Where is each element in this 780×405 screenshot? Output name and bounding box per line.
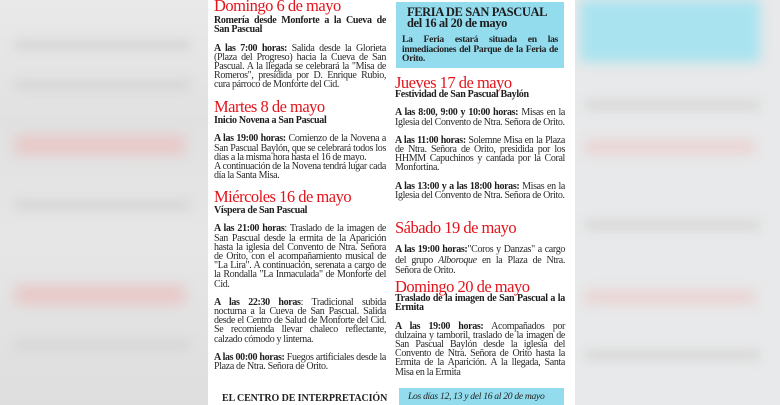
heading: Miércoles 16 de mayo	[214, 187, 352, 206]
footer-heading: EL CENTRO DE INTERPRETACIÓN	[222, 393, 388, 404]
section-jueves-17	[395, 73, 565, 201]
section-domingo-20	[395, 277, 565, 378]
note-text: Los días 12, 13 y del 16 al 20 de mayo	[408, 391, 545, 402]
event-program-document	[208, 0, 575, 405]
subtitle: Inicio Novena a San Pascual	[214, 115, 327, 126]
heading: Martes 8 de mayo	[214, 97, 325, 116]
box-text: La Feria estará situada en las inmediaciones del Parque de la Feria de Orito.	[402, 34, 558, 65]
paragraph: A las 22:30 horas: Tradicional subida nocturna a la Cueva de San Pascual. Salida desde el Centro de Salud de Monforte del Cid. Se recomienda llevar chaleco reflectante, calzado cómodo y linterna.	[214, 296, 386, 345]
heading: Domingo 6 de mayo	[214, 0, 341, 15]
section-sabado-19	[395, 218, 565, 277]
blurred-background-right	[575, 0, 780, 405]
paragraph: A las 7:00 horas: Salida desde la Glorieta (Plaza del Progreso) hacia la Cueva de San Pascual. A la llegada se celebrará la "Misa de Romeros", presidida por D. Enrique Rubio, cura párroco de Monforte del Cid.	[214, 42, 386, 91]
feria-info-box	[396, 2, 564, 68]
paragraph: A las 8:00, 9:00 y 10:00 horas: Misas en la Iglesia del Convento de Ntra. Señora de Orito.	[395, 107, 565, 128]
subtitle: Festividad de San Pascual Baylón	[395, 89, 529, 100]
heading: Jueves 17 de mayo	[395, 73, 512, 92]
paragraph: A las 19:00 horas:"Coros y Danzas" a cargo del grupo Alboroque en la Plaza de Ntra. Señora de Orito.	[395, 244, 565, 276]
paragraph: A continuación de la Novena tendrá lugar cada día la Santa Misa.	[214, 160, 386, 182]
paragraph: A las 13:00 y a las 18:00 horas: Misas en la Iglesia del Convento de Ntra. Señora de Orito.	[395, 180, 565, 201]
paragraph: A las 19:00 horas: Acompañados por dulzaina y tamboril, traslado de la imagen de San Pascual Baylón desde la iglesia del Convento de Ntra. Señora de Orito hasta la Ermita de la Aparición. A la llegada, Santa Misa en la Ermita	[395, 320, 565, 378]
subtitle: Víspera de San Pascual	[214, 205, 308, 216]
section-miercoles-16	[214, 187, 386, 372]
dates-note-box	[399, 388, 564, 405]
section-martes-8	[214, 97, 386, 182]
subtitle: Traslado de la imagen de San Pascual a la Ermita	[395, 293, 565, 314]
box-title: FERIA DE SAN PASCUAL	[407, 5, 548, 19]
paragraph: A las 21:00 horas: Traslado de la imagen de San Pascual desde la ermita de la Aparición hasta la iglesia del Convento de Ntra. Señora de Orito, con el acompañamiento musical de "La Lira". A continuación, serenata a cargo de la Rondalla "La Inmaculada" de Monforte del Cid.	[214, 223, 386, 290]
paragraph: A las 00:00 horas: Fuegos artificiales desde la Plaza de Ntra. Señora de Orito.	[214, 351, 386, 372]
heading: Sábado 19 de mayo	[395, 218, 517, 237]
heading: Domingo 20 de mayo	[395, 277, 530, 296]
subtitle: Romería desde Monforte a la Cueva de San Pascual	[214, 15, 386, 36]
paragraph: A las 11:00 horas: Solemne Misa en la Plaza de Ntra. Señora de Orito, presidida por los HHMM Capuchinos y cantada por la Coral Monfortina.	[395, 134, 565, 174]
section-domingo-6	[214, 0, 386, 90]
paragraph: A las 19:00 horas: Comienzo de la Novena a San Pascual Baylón, que se celebrará todos los días a la misma hora hasta el 16 de mayo.	[214, 133, 386, 163]
blurred-background-left	[0, 0, 208, 405]
box-dates: del 16 al 20 de mayo	[407, 16, 507, 30]
